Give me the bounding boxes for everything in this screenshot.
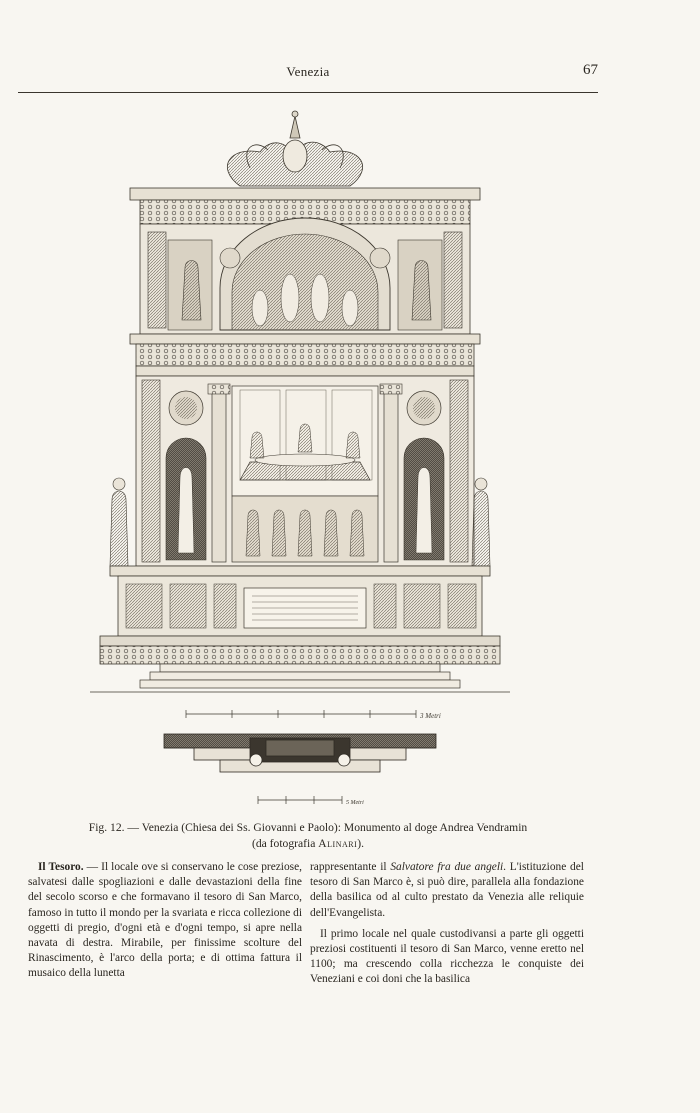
caption-source-prefix: (da fotografia — [251, 837, 319, 850]
section-heading: Il Tesoro. — [38, 861, 84, 873]
right-column — [310, 860, 584, 994]
caption-line-1: Fig. 12. — Venezia (Chiesa dei Ss. Giovanni e Paolo): Monumento al doge Andrea Vendramin — [88, 821, 528, 834]
page-header — [18, 62, 598, 93]
scale-label-top: 3 Metri — [420, 712, 441, 720]
paragraph-text: . L'istituzione del tesoro di San Marco è, si può dire, parallela alla fondazione della basilica od al culto prestato da Venezia alle reliquie dell'Evangelista. — [310, 861, 584, 919]
page-number: 67 — [583, 62, 598, 78]
caption-line-2 — [20, 836, 596, 852]
paragraph: Il primo locale nel quale custodivansi a parte gli oggetti preziosi costituenti il tesoro di San Marco, venne eretto nel 1100; ma crescendo colla ricchezza le conquiste dei Veneziani e coi doni che la basilica — [310, 927, 584, 986]
italic-title: Salvatore fra due angeli — [390, 861, 504, 873]
paragraph — [310, 860, 584, 921]
monument-illustration — [90, 108, 510, 820]
paragraph — [28, 860, 302, 982]
monument-engraving — [90, 108, 510, 820]
paragraph-text: — Il locale ove si conservano le cose preziose, salvatesi dalle spogliazioni e dalle devastazioni della fine del secolo scorso e che formavano il tesoro di San Marco, famoso in tutto il mondo per la svariata e ricca collezione di oggetti di pregio, d'ogni età e d'ogni tempo, si apre nella navata di destra. Mirabile, per finissime scolture del Rinascimento, è l'arco della porta; e di ottima fattura il musaico della lunetta — [28, 861, 303, 980]
floor-plan — [164, 734, 436, 772]
scale-bar-top — [186, 710, 416, 718]
scale-bar-bottom — [258, 796, 342, 804]
figure-caption — [20, 820, 596, 852]
caption-photographer: Alinari — [318, 837, 358, 850]
scale-label-bottom: 5 Metri — [346, 800, 364, 806]
left-column — [28, 860, 302, 988]
running-title: Venezia — [286, 64, 330, 79]
crest-group — [227, 111, 362, 186]
paragraph-text: rappresentante il — [310, 861, 391, 873]
caption-source-suffix: ). — [357, 837, 365, 850]
